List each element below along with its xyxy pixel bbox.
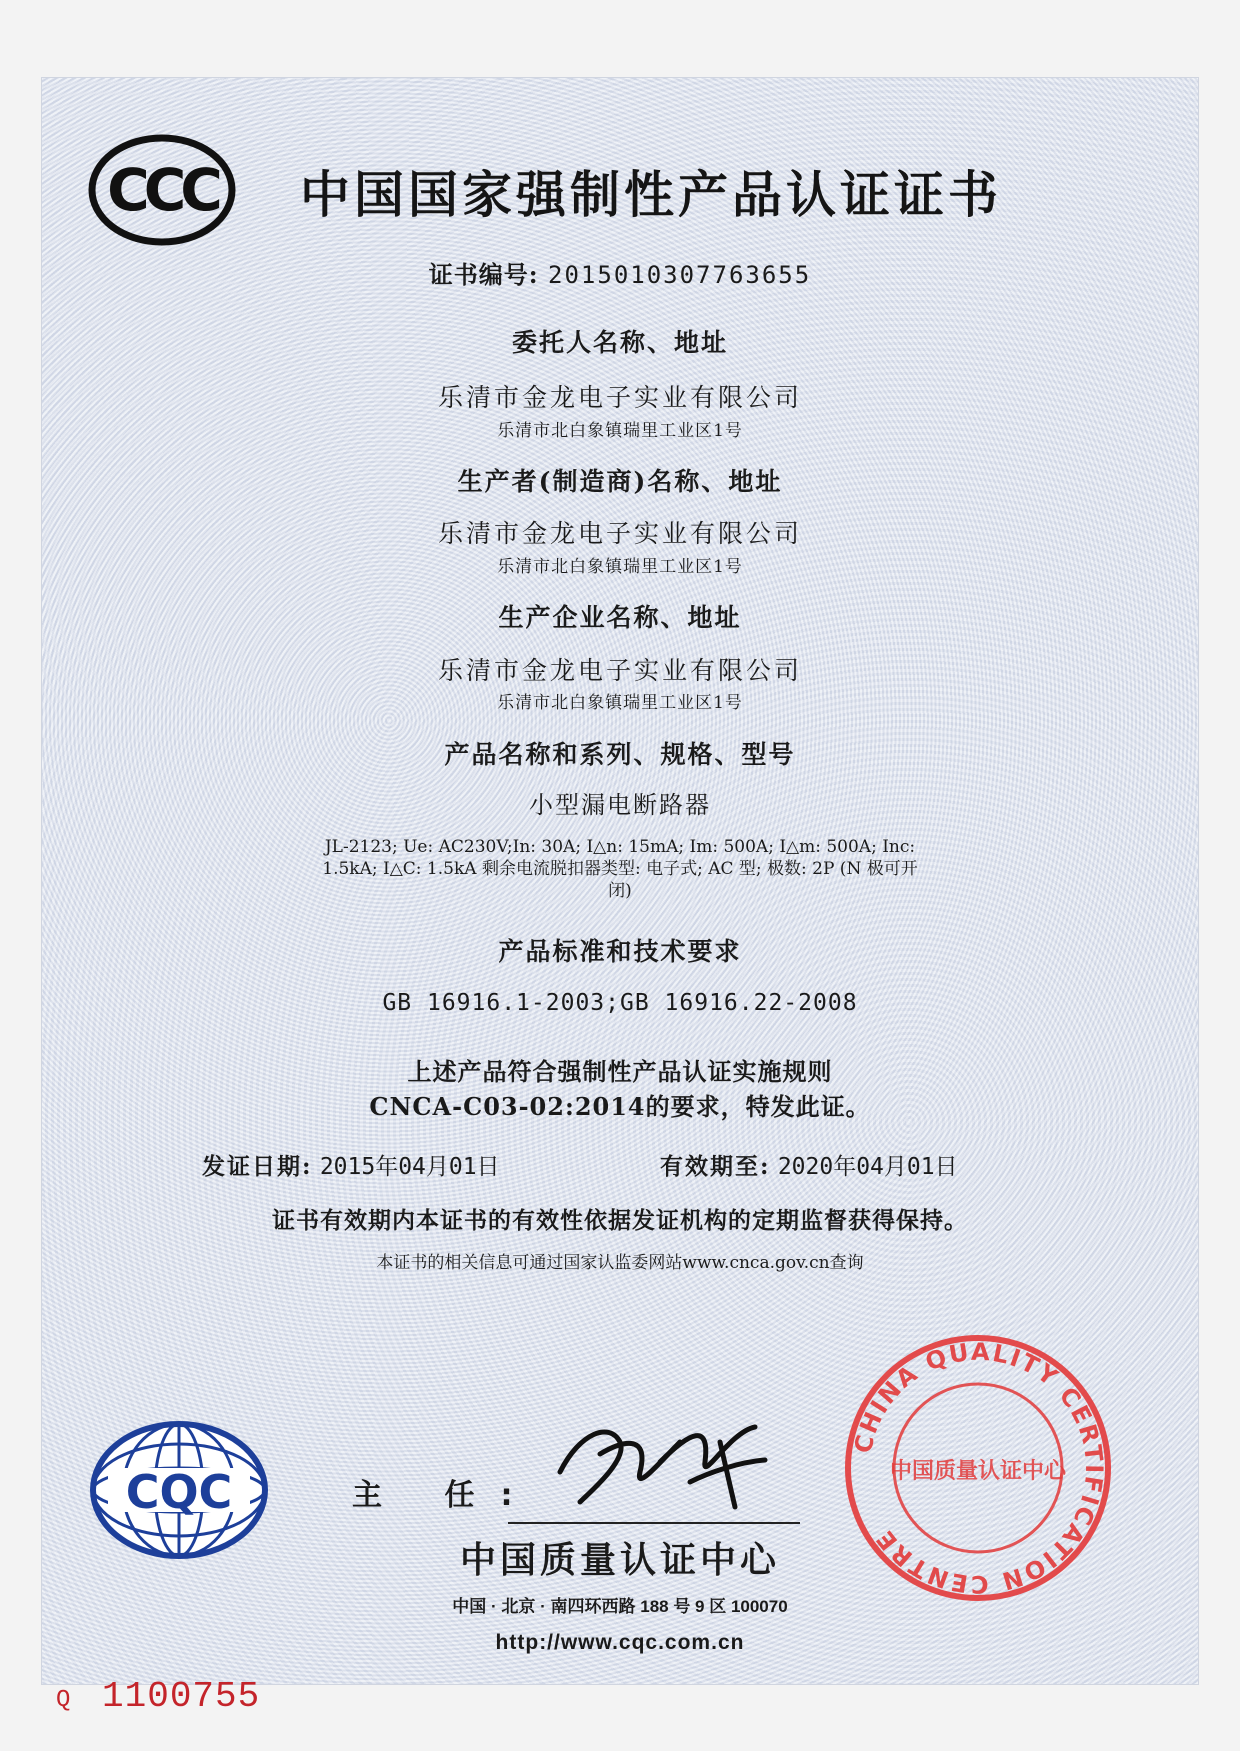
- certificate-number-label: 证书编号:: [428, 260, 539, 289]
- expiry-date: [660, 1148, 958, 1181]
- certificate-number: [0, 255, 1240, 290]
- organization-name: 中国质量认证中心: [459, 1540, 780, 1581]
- manufacturer-address: 乐清市北白象镇瑞里工业区1号: [497, 557, 743, 577]
- applicant-address: 乐清市北白象镇瑞里工业区1号: [497, 421, 743, 441]
- validity-statement: 证书有效期内本证书的有效性依据发证机构的定期监督获得保持。: [272, 1207, 968, 1234]
- standards-heading: 产品标准和技术要求: [498, 937, 742, 966]
- applicant-heading: 委托人名称、地址: [511, 328, 728, 357]
- seal-inner-text: 中国质量认证中心: [889, 1459, 1067, 1484]
- factory-heading: 生产企业名称、地址: [498, 603, 742, 632]
- expiry-date-label: 有效期至:: [660, 1153, 771, 1180]
- ccc-logo-text: CCC: [107, 156, 217, 224]
- issue-date-value: 2015年04月01日: [319, 1154, 500, 1180]
- director-label: 主 任:: [352, 1478, 539, 1513]
- manufacturer-heading: 生产者(制造商)名称、地址: [457, 467, 783, 496]
- certification-seal: [842, 1332, 1114, 1604]
- conformity-line-2: CNCA-C03-02:2014的要求，特发此证。: [369, 1092, 871, 1121]
- standards-value: GB 16916.1-2003;GB 16916.22-2008: [382, 990, 858, 1016]
- certificate-title: 中国国家强制性产品认证证书: [300, 166, 1002, 224]
- query-note: 本证书的相关信息可通过国家认监委网站www.cnca.gov.cn查询: [376, 1253, 864, 1273]
- spec-line-3: 闭): [608, 881, 632, 901]
- conformity-line-1: 上述产品符合强制性产品认证实施规则: [407, 1057, 833, 1086]
- seal-outer-text: CHINA QUALITY CERTIFICATION CENTRE: [848, 1337, 1109, 1599]
- certificate-number-value: 2015010307763655: [548, 261, 812, 289]
- product-heading: 产品名称和系列、规格、型号: [444, 740, 796, 769]
- organization-address: 中国 · 北京 · 南四环西路 188 号 9 区 100070: [452, 1597, 788, 1616]
- product-specification: [160, 836, 1080, 902]
- factory-name: 乐清市金龙电子实业有限公司: [437, 656, 802, 685]
- cqc-logo-text: CQC: [125, 1465, 233, 1519]
- manufacturer-name: 乐清市金龙电子实业有限公司: [437, 519, 802, 548]
- issue-date-label: 发证日期:: [202, 1153, 313, 1180]
- director-signature: [540, 1402, 780, 1522]
- serial-prefix: Q: [56, 1687, 71, 1714]
- serial-number: [56, 1676, 260, 1717]
- expiry-date-value: 2020年04月01日: [777, 1154, 958, 1180]
- spec-line-2: 1.5kA; I△C: 1.5kA 剩余电流脱扣器类型: 电子式; AC 型; 极数: 2P (N 极可开: [322, 859, 918, 879]
- product-name: 小型漏电断路器: [529, 791, 711, 819]
- applicant-name: 乐清市金龙电子实业有限公司: [437, 383, 802, 412]
- serial-value: 1100755: [102, 1676, 261, 1717]
- issue-date: [202, 1148, 500, 1181]
- ccc-logo: [88, 134, 236, 246]
- spec-line-1: JL-2123; Ue: AC230V;In: 30A; I△n: 15mA; Im: 500A; I△m: 500A; Inc:: [324, 837, 916, 857]
- signature-line: [508, 1522, 800, 1524]
- factory-address: 乐清市北白象镇瑞里工业区1号: [497, 693, 743, 713]
- organization-url: http://www.cqc.com.cn: [495, 1631, 745, 1654]
